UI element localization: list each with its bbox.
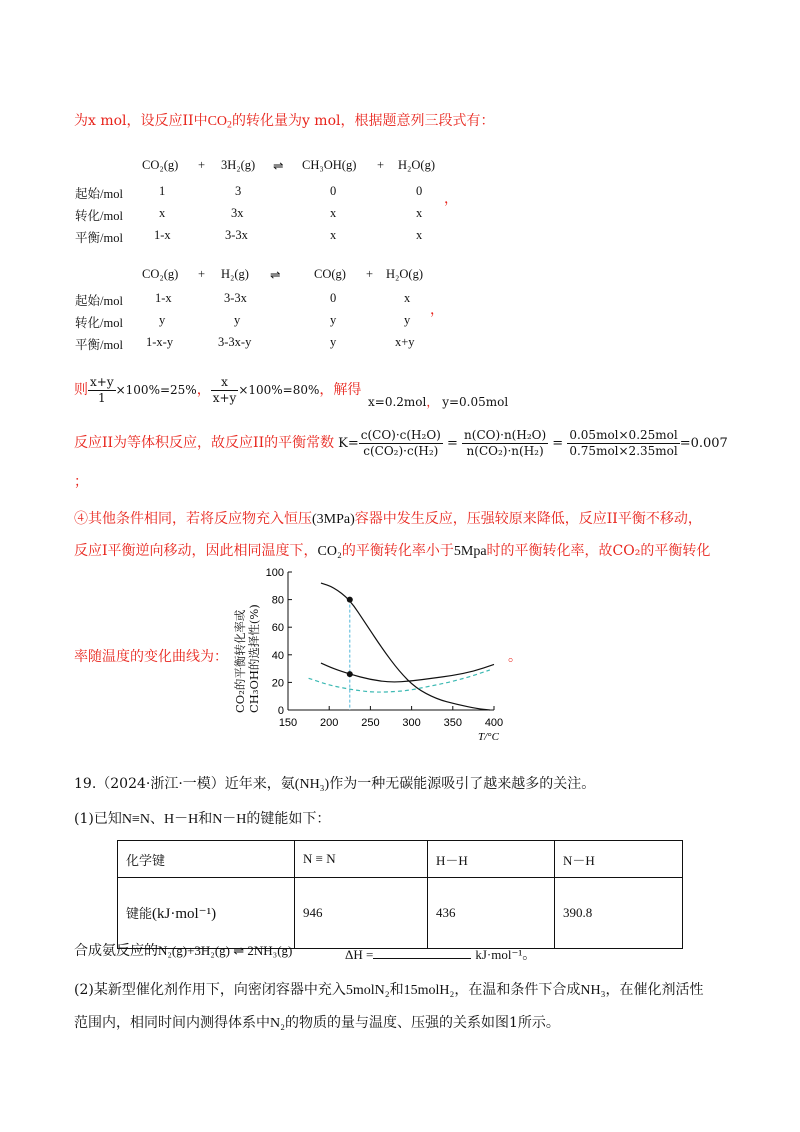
header-cell: N ≡ N xyxy=(295,841,428,878)
t2-plus-1: + xyxy=(198,267,206,281)
t2-cell: y xyxy=(330,335,337,349)
t2-cell: x xyxy=(404,291,411,305)
para4-end: 。 xyxy=(508,649,522,665)
t1-cell: x xyxy=(330,228,337,242)
fraction-2 xyxy=(211,375,239,406)
intro-text-2: 的转化量为y mol，根据题意列三段式有： xyxy=(231,113,495,129)
t1-cell: x xyxy=(416,206,423,220)
solve-tail-1: ×100%=25% xyxy=(115,383,197,397)
chart-svg xyxy=(232,560,522,750)
nh3-formula: (NH₃) xyxy=(294,777,330,792)
co2-symbol: CO xyxy=(207,114,228,129)
intro-line xyxy=(74,110,495,130)
para4-text-1b: 容器中发生反应，压强较原来降低，反应II平衡不移动， xyxy=(354,511,702,527)
q19-2-text-2a: 范围内，相同时间内测得体系中 xyxy=(74,1015,270,1031)
y-tick-label: 20 xyxy=(271,677,284,690)
row-label-cell xyxy=(118,878,295,949)
row-label: 键能 xyxy=(126,906,153,921)
x-tick-label: 250 xyxy=(361,717,380,729)
para4-line1 xyxy=(74,508,702,528)
ylabel-line-2: CH₃OH的选择性(%) xyxy=(247,604,261,713)
frac2-numerator: x xyxy=(211,375,239,391)
t1-plus-2: + xyxy=(377,158,385,172)
h2-amount: 15molH₂ xyxy=(403,983,455,998)
co2-subscript: 2 xyxy=(227,119,232,131)
q19-1-line xyxy=(74,808,330,828)
data-point-1 xyxy=(347,597,353,603)
t2-cell: y xyxy=(159,313,166,327)
q19-source: （2024·浙江·一模） xyxy=(96,776,225,792)
kf2-numerator: n(CO)·n(H₂O) xyxy=(464,427,547,442)
bond-energy-table xyxy=(117,840,683,949)
q19-2-text-2b: 的物质的量与温度、压强的关系如图1所示。 xyxy=(285,1015,560,1031)
t2-species-1: CO₂(g) xyxy=(142,267,179,281)
kf3-numerator: 0.05mol×0.25mol xyxy=(569,427,678,442)
t1-cell: 3 xyxy=(235,184,242,198)
pressure-value: (3MPa) xyxy=(312,512,355,527)
solve-line xyxy=(74,370,361,410)
fraction-1 xyxy=(88,375,116,406)
t1-cell: 0 xyxy=(416,184,423,198)
x-tick-label: 150 xyxy=(278,717,298,729)
t2-row-change-label: 转化/mol xyxy=(75,316,123,330)
y-tick-label: 60 xyxy=(271,622,284,635)
x-tick-label: 400 xyxy=(484,717,504,729)
t1-species-2: 3H₂(g) xyxy=(221,158,256,172)
co2-formula xyxy=(208,114,232,129)
q19-1b-line xyxy=(74,940,292,960)
nh-bond: N－H xyxy=(212,812,247,827)
data-point-2 xyxy=(347,671,353,677)
dh-symbol: ΔH = xyxy=(345,947,374,962)
q19-1-text-1: (1)已知 xyxy=(74,811,122,827)
frac2-denominator: x+y xyxy=(212,390,237,405)
q19-1-and: 和 xyxy=(198,811,213,827)
x-tick-label: 200 xyxy=(320,717,339,729)
value-cell: 946 xyxy=(295,878,428,949)
t1-equilibrium-arrow: ⇌ xyxy=(273,159,284,173)
k-line-text: 反应II为等体积反应，故反应II的平衡常数 xyxy=(74,435,335,451)
k-symbol: K= xyxy=(338,436,359,451)
t1-cell: 0 xyxy=(330,184,337,198)
dh-unit: kJ·mol⁻¹ xyxy=(475,947,523,962)
x-tick-label: 300 xyxy=(402,717,421,729)
t2-plus-2: + xyxy=(366,267,374,281)
para4-text-1a: ④其他条件相同，若将反应物充入恒压 xyxy=(74,511,312,527)
y-tick-label: 0 xyxy=(277,705,284,717)
header-cell: H－H xyxy=(428,841,555,878)
t2-cell: 0 xyxy=(330,291,337,305)
q19-text-1: 近年来，氨 xyxy=(224,776,295,792)
para4-text-2a: 反应I平衡逆向移动，因此相同温度下， xyxy=(74,543,318,559)
q19-line xyxy=(74,773,595,793)
t2-species-3: CO(g) xyxy=(314,267,346,281)
y-tick-label: 40 xyxy=(271,649,284,662)
kf3-denominator: 0.75mol×2.35mol xyxy=(569,443,678,458)
k-result: =0.007 xyxy=(679,436,728,451)
header-cell: N－H xyxy=(555,841,683,878)
t1-species-3: CH₃OH(g) xyxy=(302,158,357,172)
t1-cell: 1-x xyxy=(154,228,171,242)
para4-text-2c: 时的平衡转化率，故CO₂的平衡转化 xyxy=(486,543,711,559)
table-header-row xyxy=(118,841,683,878)
q19-number: 19. xyxy=(74,776,97,792)
solve-results xyxy=(368,393,508,410)
value-cell: 390.8 xyxy=(555,878,683,949)
t2-cell: y xyxy=(404,313,411,327)
kf2-denominator: n(CO₂)·n(H₂) xyxy=(466,443,544,458)
q19-2-and: 和 xyxy=(389,982,404,998)
t1-cell: 3-3x xyxy=(225,228,248,242)
k-fraction-1 xyxy=(359,428,443,459)
t2-cell: x+y xyxy=(395,335,415,349)
solve-tail-2: ×100%=80% xyxy=(238,383,320,397)
t2-equilibrium-arrow: ⇌ xyxy=(270,268,281,282)
q19-2-text-2: ，在温和条件下合成 xyxy=(454,982,581,998)
t2-cell: 1-x-y xyxy=(146,335,174,349)
solve-sep: ， xyxy=(196,382,211,398)
nh3-inline: NH₃ xyxy=(580,983,606,998)
synthesis-equation: N₂(g)+3H₂(g) ⇌ 2NH₃(g) xyxy=(158,943,293,958)
kf1-numerator: c(CO)·c(H₂O) xyxy=(360,427,441,442)
frac1-numerator: x+y xyxy=(90,374,114,389)
t1-row-start-label: 起始/mol xyxy=(75,187,123,201)
para4-line2 xyxy=(74,540,710,560)
t2-cell: 3-3x xyxy=(224,291,247,305)
value-cell: 436 xyxy=(428,878,555,949)
t2-row-eq-label: 平衡/mol xyxy=(75,338,123,352)
t2-cell: 3-3x-y xyxy=(218,335,252,349)
q19-1-text-2: 的键能如下： xyxy=(246,811,331,827)
t1-comma: ， xyxy=(444,191,458,207)
conversion-chart xyxy=(232,560,522,754)
t2-cell: y xyxy=(234,313,241,327)
t1-plus-1: + xyxy=(198,158,206,172)
para4-line3: 率随温度的变化曲线为： xyxy=(74,649,228,665)
x-tick-label: 350 xyxy=(443,717,462,729)
x-axis-label: T/°C xyxy=(478,731,499,743)
y-tick-label: 80 xyxy=(271,594,284,607)
q19-2-text-1: (2)某新型催化剂作用下，向密闭容器中充入 xyxy=(74,982,346,998)
solve-sep-2: ，解得 xyxy=(319,382,362,398)
t1-row-eq-label: 平衡/mol xyxy=(75,231,123,245)
q19-2-text-3: ，在催化剂活性 xyxy=(605,982,704,998)
solve-prefix: 则 xyxy=(74,382,88,398)
frac1-denominator: 1 xyxy=(97,390,106,405)
result-x: x=0.2mol xyxy=(368,395,427,409)
answer-blank[interactable] xyxy=(373,946,471,959)
q19-2-line2 xyxy=(74,1012,560,1032)
k-fraction-2 xyxy=(462,428,548,459)
t1-cell: x xyxy=(330,206,337,220)
k-semicolon: ； xyxy=(74,474,88,490)
t1-species-4: H₂O(g) xyxy=(398,158,435,172)
t2-species-2: H₂(g) xyxy=(221,267,249,281)
t2-row-start-label: 起始/mol xyxy=(75,294,123,308)
t1-cell: 3x xyxy=(231,206,244,220)
bonds-list: N≡N、H－H xyxy=(121,812,199,827)
t2-comma: ， xyxy=(430,302,444,318)
t1-species-1: CO₂(g) xyxy=(142,158,179,172)
q19-text-2: 作为一种无碳能源吸引了越来越多的关注。 xyxy=(329,776,596,792)
intro-text-1: 为x mol，设反应II中 xyxy=(74,113,208,129)
t2-species-4: H₂O(g) xyxy=(386,267,423,281)
n2-inline: N₂ xyxy=(270,1016,285,1031)
dh-blank xyxy=(345,944,536,964)
k-fraction-3 xyxy=(567,428,679,459)
t1-cell: x xyxy=(159,206,166,220)
q19-2-line1 xyxy=(74,979,704,999)
co2-inline: CO₂ xyxy=(317,544,342,559)
y-tick-label: 100 xyxy=(265,567,284,579)
para4-text-2b: 的平衡转化率小于 xyxy=(341,543,454,559)
result-y: y=0.05mol xyxy=(442,395,509,409)
t1-row-change-label: 转化/mol xyxy=(75,209,123,223)
header-cell: 化学键 xyxy=(118,841,295,878)
q19-1b-end: 。 xyxy=(522,948,537,963)
k-line: 反应II为等体积反应，故反应II的平衡常数 K= $\frac{\text{c(CO)·c(H₂O)}}{\text{c(CO₂)·c(H₂)}}$ = $\frac{\text{n(CO)·n(H₂O)}}{\text{n(CO₂)·n(H₂)}}$ = $\frac{\text{0.05mol×0.25mol}}{\text{0.75mol×2.35mol}}$ =0.007 xyxy=(74,427,728,458)
n2-amount: 5molN₂ xyxy=(345,983,390,998)
table-row xyxy=(118,878,683,949)
t1-cell: 1 xyxy=(159,184,166,198)
mpa-value: 5Mpa xyxy=(453,544,487,559)
t2-cell: y xyxy=(330,313,337,327)
solve-sep-3: ， xyxy=(426,395,439,409)
t2-cell: 1-x xyxy=(155,291,172,305)
kf1-denominator: c(CO₂)·c(H₂) xyxy=(363,443,439,458)
q19-1b-text-1: 合成氨反应的 xyxy=(74,943,158,959)
t1-cell: x xyxy=(416,228,423,242)
row-unit: (kJ·mol⁻¹) xyxy=(152,906,217,922)
ylabel-line-1: CO₂的平衡转化率或 xyxy=(233,609,247,713)
